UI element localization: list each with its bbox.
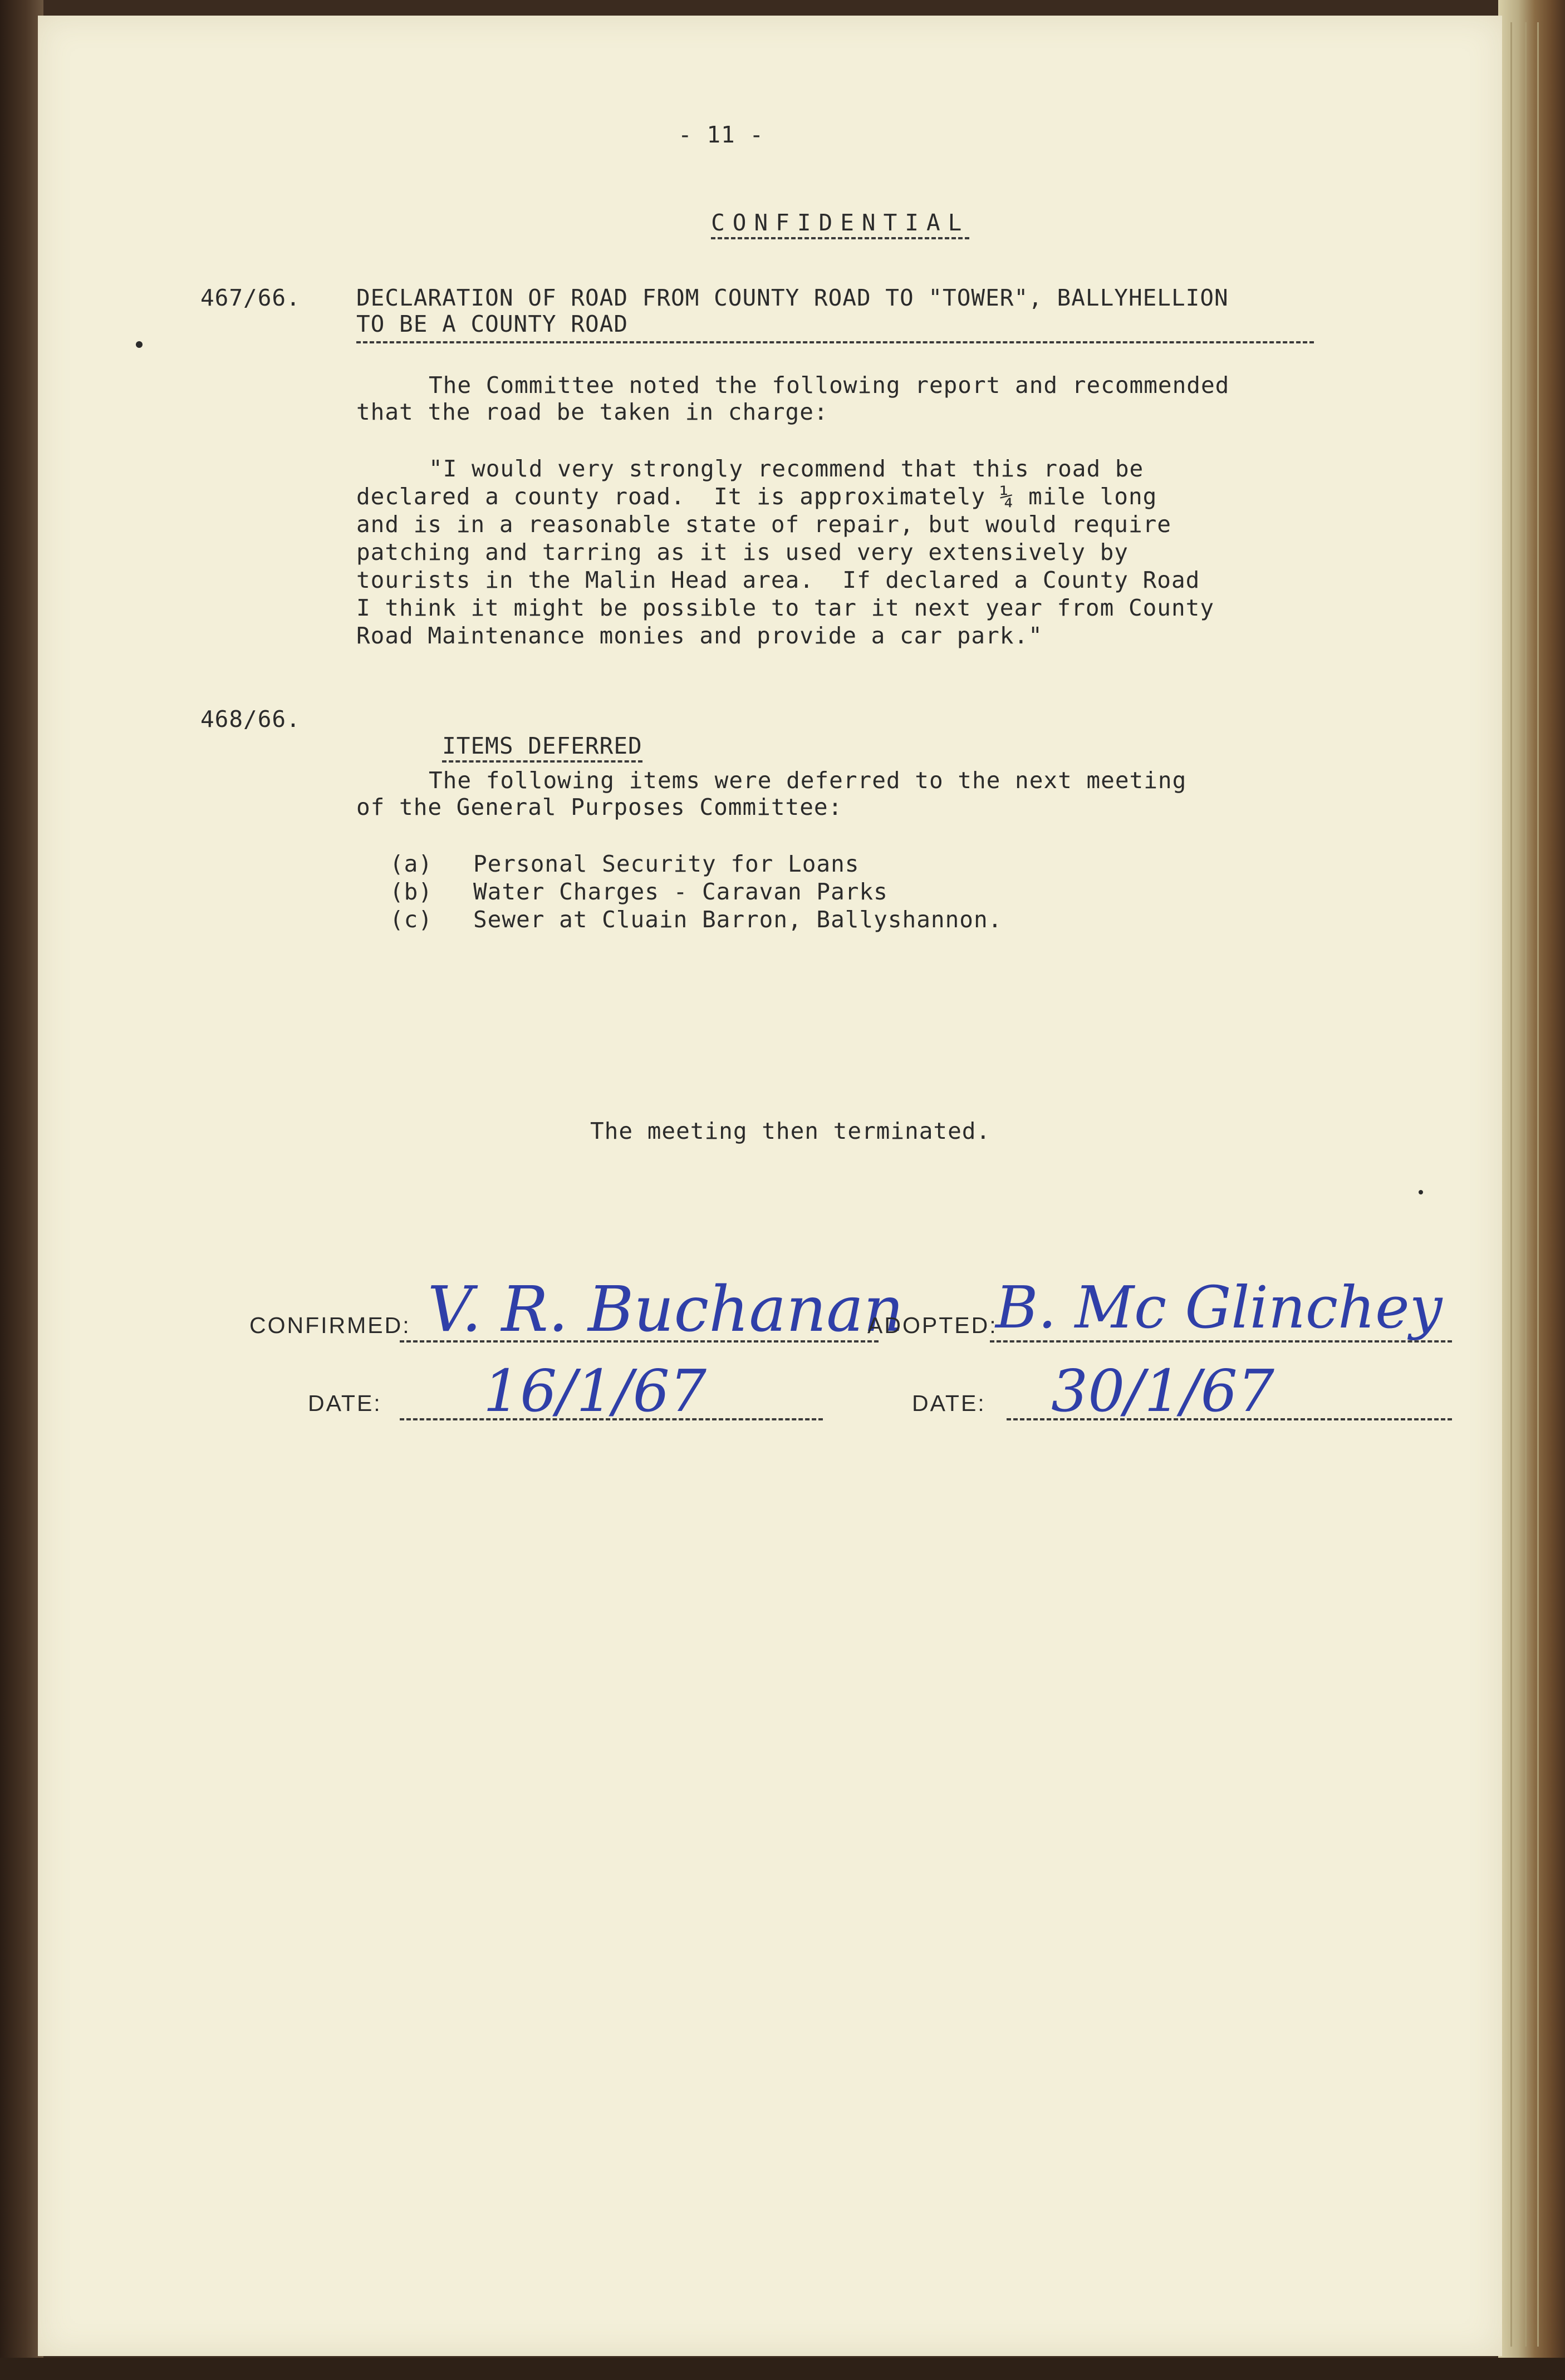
confirmed-label: CONFIRMED: xyxy=(249,1312,411,1338)
paragraph-line: of the General Purposes Committee: xyxy=(356,794,843,820)
confirmed-date: 16/1/67 xyxy=(483,1357,707,1425)
list-item: Personal Security for Loans xyxy=(473,850,860,877)
ink-dot xyxy=(1419,1190,1423,1194)
list-marker: (b) xyxy=(390,878,433,905)
closing-line: The meeting then terminated. xyxy=(590,1118,991,1144)
date-label: DATE: xyxy=(308,1390,382,1416)
paragraph-line: The Committee noted the following report and recommended xyxy=(429,372,1230,399)
scan-bottom-edge xyxy=(0,2358,1565,2380)
document-page xyxy=(38,16,1502,2356)
quote-line: tourists in the Malin Head area. If declared a County Road xyxy=(356,567,1200,593)
page-stack-edge xyxy=(1498,0,1565,2380)
list-item: Water Charges - Caravan Parks xyxy=(473,878,888,905)
quote-line: patching and tarring as it is used very extensively by xyxy=(356,539,1129,566)
quote-line: and is in a reasonable state of repair, but would require xyxy=(356,511,1171,538)
quote-line: "I would very strongly recommend that this road be xyxy=(429,455,1144,482)
paragraph-line: that the road be taken in charge: xyxy=(356,399,828,425)
item-heading-line2: TO BE A COUNTY ROAD xyxy=(356,311,628,337)
ink-dot xyxy=(136,341,143,348)
item-heading: DECLARATION OF ROAD FROM COUNTY ROAD TO "TOWER", BALLYHELLION xyxy=(356,284,1229,311)
page-number: - 11 - xyxy=(678,121,764,148)
adopted-label: ADOPTED: xyxy=(867,1312,998,1338)
confirmed-signature: V. R. Buchanan xyxy=(428,1273,904,1346)
quote-line: declared a county road. It is approximately ¼ mile long xyxy=(356,483,1157,510)
list-item: Sewer at Cluain Barron, Ballyshannon. xyxy=(473,906,1003,933)
quote-line: I think it might be possible to tar it next year from County xyxy=(356,594,1215,621)
paragraph-line: The following items were deferred to the next meeting xyxy=(429,767,1187,794)
item-number: 467/66. xyxy=(200,284,301,311)
book-binding-edge xyxy=(0,0,43,2380)
heading-underline xyxy=(356,341,1314,343)
adopted-date: 30/1/67 xyxy=(1051,1357,1274,1425)
classification-heading: CONFIDENTIAL xyxy=(582,183,969,263)
adopted-signature: B. Mc Glinchey xyxy=(995,1273,1443,1341)
date-label: DATE: xyxy=(912,1390,986,1416)
list-marker: (a) xyxy=(390,850,433,877)
item-number: 468/66. xyxy=(200,706,301,732)
list-marker: (c) xyxy=(390,906,433,933)
item-heading: ITEMS DEFERRED xyxy=(356,706,642,786)
quote-line: Road Maintenance monies and provide a car park." xyxy=(356,622,1043,649)
